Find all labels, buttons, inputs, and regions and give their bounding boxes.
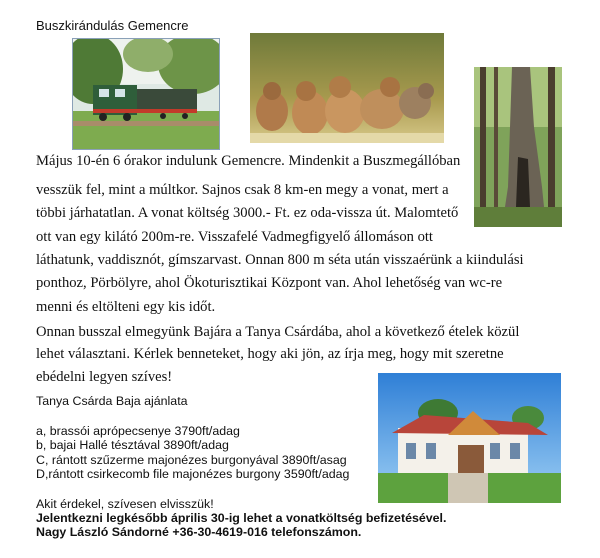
restaurant-illustration: [378, 373, 561, 503]
paragraph1-line1: Május 10-én 6 órakor indulunk Gemencre. Mindenkit a Buszmegállóban: [36, 153, 461, 169]
paragraph1-line5: láthatunk, vaddisznót, gímszarvast. Onnan 800 m séta után visszaérünk a kiindulási: [36, 252, 524, 268]
menu-heading: Tanya Csárda Baja ajánlata: [36, 394, 188, 408]
boar-illustration: [250, 33, 444, 143]
page-title: Buszkirándulás Gemencre: [36, 18, 189, 33]
tree-illustration: [474, 67, 562, 227]
menu-item-a: a, brassói aprópecsenye 3790ft/adag: [36, 424, 240, 438]
paragraph1-line2: vesszük fel, mint a múltkor. Sajnos csak 8 km-en megy a vonat, mert a: [36, 182, 449, 198]
paragraph1-line4: ott van egy kilátó 200m-re. Visszafelé Vadmegfigyelő állomáson ott: [36, 229, 433, 245]
wild-boar-photo: [250, 33, 444, 143]
paragraph1-line3: többi járhatatlan. A vonat költség 3000.- Ft. ez oda-vissza út. Malomtető: [36, 205, 459, 221]
tree-photo: [474, 67, 562, 227]
paragraph2-line1: Onnan busszal elmegyünk Bajára a Tanya Csárdába, ahol a következő ételek közül: [36, 324, 520, 340]
paragraph1-line6: ponthoz, Pörbölyre, ahol Ökoturisztikai Központ van. Ahol lehetőség van wc-re: [36, 275, 503, 291]
footer-contact: Nagy László Sándorné +36-30-4619-016 telefonszámon.: [36, 525, 362, 539]
restaurant-photo: [378, 373, 561, 503]
paragraph2-line2: lehet választani. Kérlek benneteket, hogy aki jön, az írja meg, hogy mit szeretne: [36, 346, 504, 362]
menu-item-c: C, rántott szűzerme majonézes burgonyával 3890ft/asag: [36, 453, 347, 467]
paragraph1-line7: menni és eltölteni egy kis időt.: [36, 299, 216, 315]
footer-deadline: Jelentkezni legkésőbb április 30-ig lehet a vonatköltség befizetésével.: [36, 511, 447, 525]
paragraph2-line3: ebédelni legyen szíves!: [36, 369, 173, 385]
train-photo: [72, 38, 220, 150]
menu-item-b: b, bajai Hallé tésztával 3890ft/adag: [36, 438, 229, 452]
train-illustration: [73, 39, 219, 149]
menu-item-d: D,rántott csirkecomb file majonézes burgony 3590ft/adag: [36, 467, 350, 481]
footer-invite: Akit érdekel, szívesen elvisszük!: [36, 497, 214, 511]
